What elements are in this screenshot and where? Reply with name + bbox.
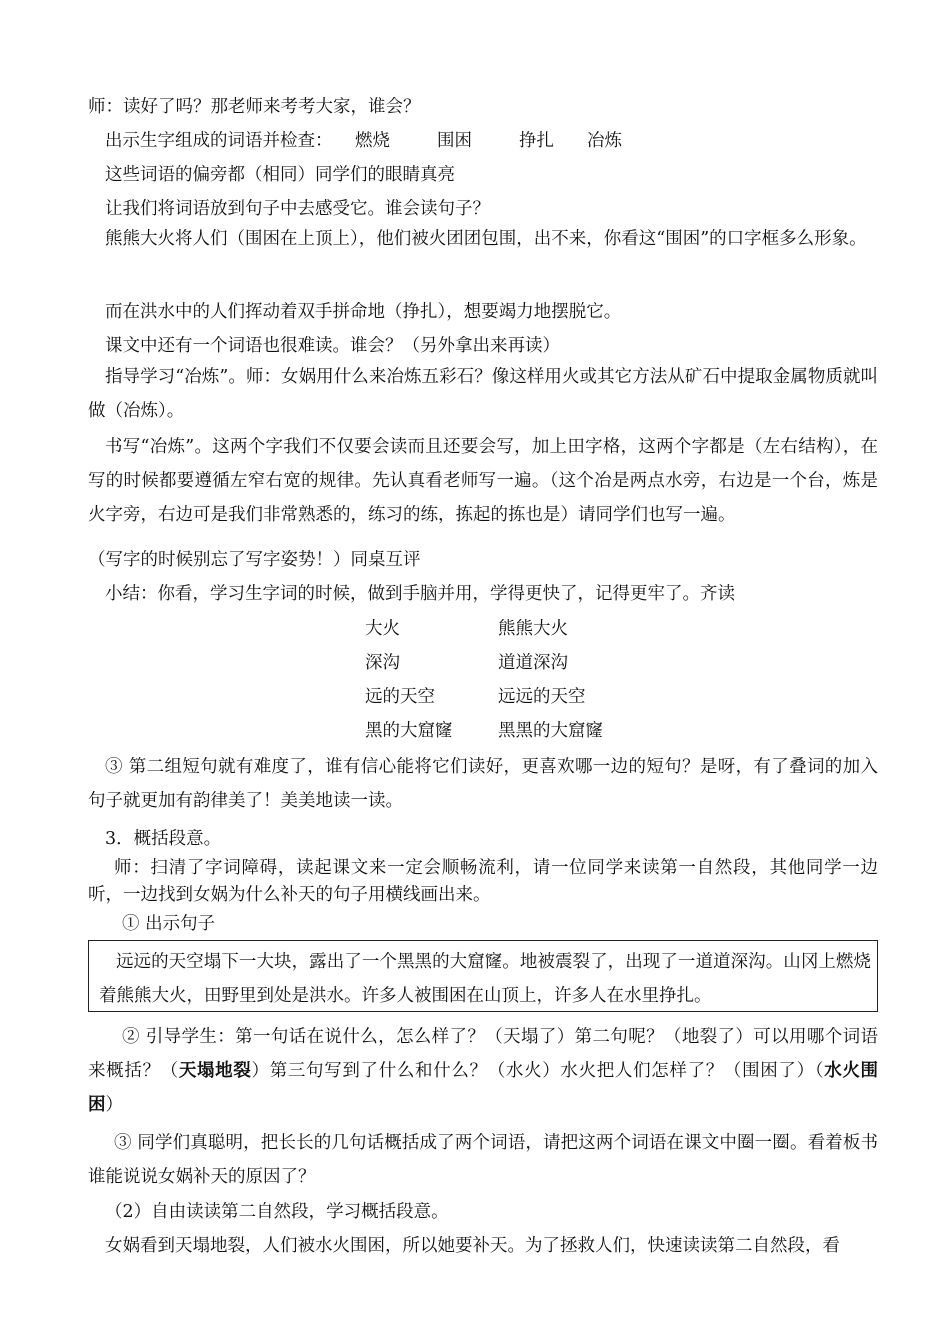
- summary-term: 天塌地裂: [178, 1061, 252, 1081]
- reduplicated-phrase: 远远的天空: [498, 687, 586, 707]
- word-pair-row: [365, 651, 568, 675]
- short-phrase: 深沟: [365, 653, 400, 673]
- vocab-word: 围困: [437, 131, 472, 151]
- summary-term: 水火围困: [88, 1061, 879, 1115]
- vocab-word: 冶炼: [587, 131, 622, 151]
- section-heading: 3．概括段意。: [105, 829, 222, 849]
- short-phrase: 大火: [365, 619, 400, 639]
- paragraph: ③ 第二组短句就有难度了，谁有信心能将它们读好，更喜欢哪一边的短句？是呀，有了叠词的加入句子就更加有韵律美了！美美地读一读。: [88, 757, 878, 811]
- paragraph: 师：扫清了字词障碍，读起课文来一定会顺畅流利，请一位同学来读第一自然段，其他同学一边听，一边找到女娲为什么补天的句子用横线画出来。: [88, 858, 878, 905]
- paragraph: 指导学习“冶炼”。师：女娲用什么来冶炼五彩石？像这样用火或其它方法从矿石中提取金属物质就叫做（冶炼）。: [88, 367, 878, 421]
- text-line: 让我们将词语放到句子中去感受它。谁会读句子？: [105, 199, 490, 219]
- vocab-word: 挣扎: [519, 131, 554, 151]
- word-pair-row: [365, 617, 568, 641]
- vocab-word: 燃烧: [355, 131, 390, 151]
- text-line: （2）自由读读第二自然段，学习概括段意。: [105, 1202, 449, 1222]
- text-line: ① 出示句子: [122, 914, 216, 934]
- reduplicated-phrase: 道道深沟: [498, 653, 568, 673]
- paragraph: 书写“冶炼”。这两个字我们不仅要会读而且还要会写，加上田字格，这两个字都是（左右结构），在写的时候都要遵循左窄右宽的规律。先认真看老师写一遍。（这个冶是两点水旁，右边是一个台，炼是火字旁，右边可是我们非常熟悉的，练习的练，拣起的拣也是）请同学们也写一遍。: [88, 437, 878, 525]
- quoted-sentence-box: [88, 940, 878, 1012]
- text-line: 而在洪水中的人们挥动着双手拼命地（挣扎），想要竭力地摆脱它。: [105, 302, 622, 322]
- word-pair-row: [365, 719, 603, 743]
- paragraph: ③ 同学们真聪明，把长长的几句话概括成了两个词语，请把这两个词语在课文中圈一圈。看着板书谁能说说女娲补天的原因了？: [88, 1133, 878, 1187]
- text-line: 师：读好了吗？那老师来考考大家，谁会？: [88, 97, 421, 117]
- reduplicated-phrase: 熊熊大火: [498, 619, 568, 639]
- text-line: 这些词语的偏旁都（相同）同学们的眼睛真亮: [105, 165, 455, 185]
- text-line: 课文中还有一个词语也很难读。谁会？（另外拿出来再读）: [105, 336, 560, 356]
- word-pair-row: [365, 685, 586, 709]
- vocab-check-label: 出示生字组成的词语并检查：: [105, 131, 333, 151]
- quoted-sentence: 远远的天空塌下一大块，露出了一个黑黑的大窟窿。地被震裂了，出现了一道道深沟。山冈上燃烧着熊熊大火，田野里到处是洪水。许多人被围困在山顶上，许多人在水里挣扎。: [99, 952, 871, 1006]
- text-line: 小结：你看，学习生字词的时候，做到手脑并用，学得更快了，记得更牢了。齐读: [105, 584, 735, 604]
- paragraph-text: ）第三句写到了什么和什么？（水火）水火把人们怎样了？（围困了）（: [251, 1061, 825, 1081]
- reduplicated-phrase: 黑黑的大窟窿: [498, 721, 603, 741]
- vocab-check-line: [105, 129, 622, 153]
- text-line: （写字的时候别忘了写字姿势！）同桌互评: [88, 550, 421, 570]
- paragraph: 女娲看到天塌地裂，人们被水火围困，所以她要补天。为了拯救人们，快速读读第二自然段，看: [105, 1236, 840, 1256]
- paragraph: [88, 1020, 878, 1122]
- paragraph-text: ）: [105, 1095, 123, 1115]
- paragraph: 熊熊大火将人们（围困在上顶上），他们被火团团包围，出不来，你看这“围困”的口字框多么形象。: [105, 229, 867, 249]
- short-phrase: 远的天空: [365, 687, 435, 707]
- short-phrase: 黑的大窟窿: [365, 721, 453, 741]
- paragraph-text: ② 引导学生：第一句话在说什么，怎么样了？（天塌了）第二句呢？（地裂了）可以用哪个词语来概括？（: [88, 1027, 878, 1081]
